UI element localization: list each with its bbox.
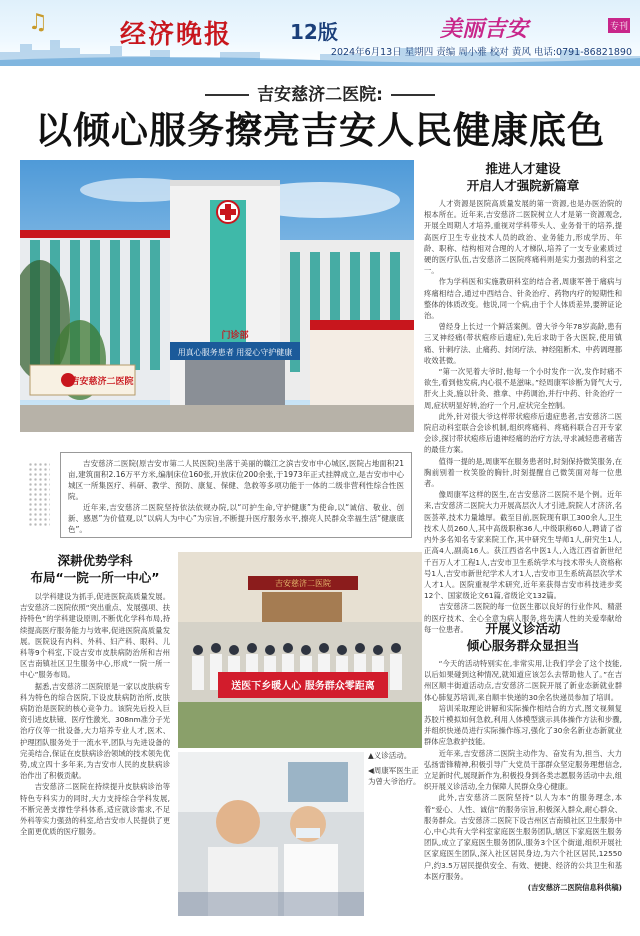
- caption-event: ▲义诊活动。: [368, 751, 412, 760]
- kicker-text: 吉安慈济二医院:: [257, 85, 383, 105]
- section-title-line2: 开启人才强院新篇章: [466, 178, 580, 193]
- kicker-rule-left: [205, 94, 249, 96]
- section-title-line2: 倾心服务群众显担当: [466, 638, 580, 653]
- intro-paragraph: 近年来,吉安慈济二医院坚持依法依规办院,以“可护生命,守护健康”为使命,以“诚信、敬业、创新、感恩”为价值观,以“以病人为中心”为宗旨,不断提升医疗服务水平,擦亮人民群众幸福生活“健康底色”。: [68, 503, 404, 534]
- paragraph: 据悉,吉安慈济二医院原是一家以皮肤病专科为特色的综合医院,下设皮肤病防治所,皮肤病防治是医院的核心竞争力。该院先后投入巨资引进皮肤镜、医疗性激光、308nm准分子光治疗仪等一批设备,大力培养专业人才,医术、护理团队服务处于一流水平,团队与先进设备的完美结合,保证在皮肤病诊治领域的技术领先优势,成立四十多年来,为吉安市人民的皮肤病诊治作出了积极贡献。: [20, 681, 170, 781]
- paragraph: 曾经身上长过一个鲜活案例。曾大爷今年78岁高龄,患有三叉神经痛(带状疱疹后遗症),先后求助于各大医院,使用镇痛、针刺疗法、止痛药、封闭疗法、神经阻断术、中药调理都收效甚微。: [424, 322, 622, 365]
- gate-banner: 用真心服务患者 用爱心守护健康: [177, 348, 293, 357]
- paragraph: 吉安慈济二医院的每一位医生都以良好的行业作风、精湛的医疗技术、全心全意为病人服务,将先满人性的关爱奉献给每一位患者。: [424, 602, 622, 634]
- newspaper-name: 经济晚报: [120, 20, 233, 50]
- horn-icon: ♫: [28, 10, 48, 35]
- hospital-building-photo: [20, 160, 414, 432]
- section-tag: 专刊: [608, 18, 630, 33]
- dateline: 2024年6月13日 星期四 责编 周小雅 校对 黄风 电话:0791-86821890: [330, 47, 632, 58]
- kicker-rule-right: [391, 94, 435, 96]
- paragraph: 值得一提的是,周康军在服务患者时,时刻保持微笑服务,在胸前别着一枚笑脸的胸针,时刻提醒自己微笑面对每一位患者。: [424, 456, 622, 489]
- section-title: [424, 620, 622, 654]
- section-specialty: [20, 552, 170, 932]
- hospital-building-illustration: [20, 160, 414, 432]
- section-body: [424, 198, 622, 635]
- section-title-line1: 推进人才建设: [485, 161, 561, 176]
- door-text: 门诊部: [221, 331, 249, 341]
- intro-paragraph: 吉安慈济二医院(原吉安市第二人民医院)坐落于美丽的赣江之滨吉安市中心城区,医院占地面积21亩,建筑面积2.16万平方米,编制床位160张,开放床位200余张,于1973年正式挂牌成立,是吉安市中心城区一所集医疗、科研、教学、预防、康复、保健、急救等多项功能于一体的二级非营利性综合性医院。: [68, 459, 404, 501]
- building-banner: 吉安慈济二医院: [275, 579, 331, 588]
- paragraph: 培训采取理论讲解和实际操作相结合的方式,图文视频复苏胶片模拟如何急救,利用人体模型演示具体操作方法和步骤,并组织快递员进行实际操作练习,强化了30余名新业态新就业群体应急救护技能。: [424, 703, 622, 747]
- section-body: [20, 591, 170, 837]
- section-body: [424, 658, 622, 882]
- photo-captions: [368, 750, 422, 816]
- decorative-dots: [28, 462, 50, 526]
- intro-box: [60, 452, 412, 538]
- paragraph: 像周康军这样的医生,在吉安慈济二医院不是个例。近年来,吉安慈济二医院大力开展高层次人才引进,院院人才济济,名医荟萃,技术力量雄厚。截至目前,医院现有职工300余人,卫生技术人员260人,其中高级职称36人,中级职称60人,聘请了省内外多名知名专家来院工作,其中研究生导师1人,研究生1人,正高4人,副高16人。获江西省名中医1人,入选江西省新世纪千百万人才工程1人,吉安市卫生系统学术与技术带头人资格称号1人,吉安市新世纪学术人才1人,吉安市卫生系统高层次学术人才1人。医院重视学术研究,近年来获得吉安市科技进步奖12个、国家级论文61篇,省级论文132篇。: [424, 490, 622, 601]
- group-banner: 送医下乡暖人心 服务群众零距离: [231, 681, 375, 692]
- masthead: [0, 0, 640, 66]
- group-photo-illustration: [178, 552, 422, 748]
- paragraph: 吉安慈济二医院在持续提升皮肤病诊治等特色专科实力的同时,大力支持综合学科发展,不断完善支撑性学科体系,适应就诊需求,不足外科等实力强劲的科室,给吉安市人民提供了更全面更优质的医疗服务。: [20, 782, 170, 837]
- section-title-line2: 布局“一院一所一中心”: [30, 570, 160, 585]
- paragraph: 人才资源是医院高质量发展的第一资源,也是办医治院的根本所在。近年来,吉安慈济二医院树立人才是第一资源观念,开展全周期人才培养,重视对学科带头人、业务骨干的培养,提高医疗卫生专业技术人员的政治、业务能力,形成学历、年龄、职称、结构相对合理的人才梯队,培养了一支专业素质过硬的医疗队伍,吉安慈济二医院疼痛科则是实力强劲的科室之一。: [424, 199, 622, 276]
- hospital-sign: 吉安慈济二医院: [70, 377, 134, 387]
- paragraph: 此外,针对很大爷这样带状疱疹后遗症患者,吉安慈济二医院启动科室联合会诊机制,组织疼痛科、疼痛科联合召开专家会诊,探讨带状疱疹后遗神经痛的治疗方法,寻求减轻患者痛苦的最佳方案。: [424, 411, 622, 455]
- paragraph: “第一次见着大爷时,他每一个小时发作一次,发作时痛不欲生,看到他发病,内心很不是滋味。”经周康军诊断为肾气大亏,肝火上炎,施以针灸、推拿、中药调治,并行中药、针灸治疗一周,症状明显好转,治疗一个月,症状完全控制。: [424, 367, 622, 410]
- paragraph: 此外,吉安慈济二医院坚持“以人为本”的服务理念,本着“爱心、人性、诚信”的服务宗旨,积极深入群众,耐心群众、服务群众。吉安慈济二医院下设吉州区吉南镇社区卫生服务中心,中心共有大学科室家庭医生服务团队,辖区下家庭医生服务团队,成立了家庭医生服务团队,服务3个区个街道,组织开展社区家庭医生团队,深入社区居民身边,为六个社区居民,12550户,约3.5万居民提供安全、有效、便捷、经济的公共卫生和基本医疗服务。: [424, 793, 622, 881]
- section-title-line1: 开展义诊活动: [485, 621, 561, 636]
- section-title-line1: 深耕优势学科: [57, 553, 133, 568]
- section-service: [424, 620, 622, 932]
- paragraph: 作为学科医和实施教研科室的结合者,周康军善于痛病与疼痛相结合,通过中西结合、针灸治疗、药物内疗的短期性和整体的体质改变。他说,同一个病,由于个人体质差异,要辨证论治。: [424, 277, 622, 321]
- section-title: [20, 552, 170, 586]
- headline: 以倾心服务擦亮吉安人民健康底色: [35, 109, 605, 152]
- paragraph: 近年来,吉安慈济二医院主动作为、奋发有为,担当、大力弘扬雷锋精神,积极引导广大党员干部群众坚定服务理想信念,立足新时代,展现新作为,积极投身到各类志愿服务活动中去,组织开展义诊活动,全力保障人民群众身心健康。: [424, 748, 622, 792]
- page-number: 12版: [290, 20, 338, 44]
- paragraph: 以学科建设为抓手,促进医院高质量发展。吉安慈济二医院依照“突出重点、发展强项、扶持特色”的学科建设原则,不断优化学科布局,持续提高医疗服务能力与效率,促进医院高质量发展。医院设有内科、外科、妇产科、眼科、儿科等9个科室,下设吉安市皮肤病防治所和吉州区吉南镇社区卫生服务中心,形成“一院一所一中心”服务布局。: [20, 592, 170, 680]
- caption-doctor: ◀周康军医生正为曾大爷治疗。: [368, 766, 421, 786]
- source-note: (吉安慈济二医院信息科供稿): [527, 883, 622, 893]
- group-photo: [178, 552, 422, 748]
- section-name: 美丽吉安: [440, 16, 529, 42]
- doctor-treatment-photo: [178, 752, 364, 916]
- paragraph: “今天的活动特别实在,非常实用,让我们学会了这个技能,以后如果碰到这种情况,就知道应该怎么去帮助他人了。”在吉州区顺丰街道活动点,吉安慈济二医院开展了新业态新就业群体心肺复苏培训,来自顺丰快递的30余名快递员参加了培训。: [424, 659, 622, 702]
- doctor-treatment-illustration: [178, 752, 364, 916]
- intro-text: [68, 458, 404, 535]
- section-title: [424, 160, 622, 194]
